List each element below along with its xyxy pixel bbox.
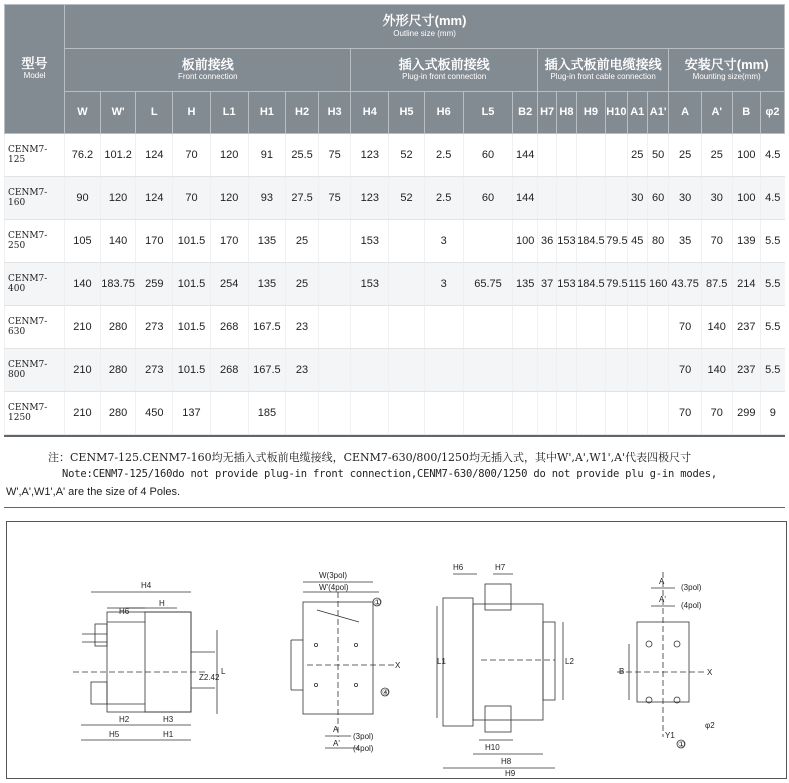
label-w4: W'(4pol) — [319, 583, 349, 592]
value-cell: 120 — [100, 177, 136, 220]
value-cell: 137 — [173, 392, 211, 435]
value-cell: 210 — [65, 392, 101, 435]
column-header: H — [173, 92, 211, 134]
label-circle4: ④ — [382, 688, 390, 697]
label-a: A — [333, 725, 339, 734]
value-cell — [647, 392, 668, 435]
label-l2: L2 — [565, 657, 574, 666]
value-cell — [576, 349, 606, 392]
group-cable-en: Plug-in front cable connection — [550, 72, 656, 82]
value-cell: 45 — [627, 220, 647, 263]
value-cell: 299 — [732, 392, 761, 435]
group-cable-cn: 插入式板前电缆接线 — [544, 56, 662, 72]
drawings-svg — [7, 522, 786, 778]
value-cell: 5.5 — [761, 263, 785, 306]
group-front-en: Front connection — [177, 72, 238, 82]
value-cell: 280 — [100, 349, 136, 392]
column-header: A1 — [627, 92, 647, 134]
value-cell — [463, 306, 513, 349]
model-cell: CENM7-630 — [5, 306, 65, 349]
table-row — [5, 392, 785, 435]
value-cell: 70 — [173, 134, 211, 177]
value-cell — [389, 306, 425, 349]
label-mount-a2: A' — [659, 595, 666, 604]
notes-divider — [4, 507, 785, 508]
value-cell: 60 — [647, 177, 668, 220]
value-cell: 90 — [65, 177, 101, 220]
value-cell: 237 — [732, 306, 761, 349]
value-cell: 140 — [701, 349, 732, 392]
value-cell — [424, 392, 463, 435]
label-h3: H3 — [163, 715, 174, 724]
table-row — [5, 177, 785, 220]
value-cell: 79.5 — [606, 263, 627, 306]
value-cell: 50 — [647, 134, 668, 177]
value-cell: 70 — [701, 220, 732, 263]
value-cell: 60 — [463, 134, 513, 177]
value-cell: 153 — [351, 220, 389, 263]
value-cell — [513, 349, 537, 392]
value-cell: 5.5 — [761, 349, 785, 392]
value-cell: 25 — [669, 134, 702, 177]
value-cell: 184.5 — [576, 263, 606, 306]
value-cell — [389, 349, 425, 392]
table-row — [5, 220, 785, 263]
label-h9: H9 — [505, 769, 516, 778]
table-row — [5, 349, 785, 392]
group-cable — [537, 49, 668, 92]
label-mount-4pol: (4pol) — [681, 601, 702, 610]
value-cell: 43.75 — [669, 263, 702, 306]
note-english-line2: W',A',W1',A' are the size of 4 Poles. — [6, 486, 181, 498]
value-cell: 120 — [210, 134, 248, 177]
column-header: A — [669, 92, 702, 134]
value-cell — [351, 349, 389, 392]
value-cell: 167.5 — [248, 306, 286, 349]
value-cell: 75 — [318, 134, 351, 177]
column-header: A' — [701, 92, 732, 134]
column-header: L — [136, 92, 173, 134]
model-cell: CENM7-160 — [5, 177, 65, 220]
table-row — [5, 263, 785, 306]
value-cell — [557, 349, 576, 392]
value-cell — [576, 134, 606, 177]
value-cell: 65.75 — [463, 263, 513, 306]
value-cell — [389, 220, 425, 263]
value-cell: 100 — [732, 177, 761, 220]
value-cell — [318, 392, 351, 435]
label-h2: H2 — [119, 715, 130, 724]
value-cell — [424, 306, 463, 349]
column-header: H10 — [606, 92, 627, 134]
value-cell — [286, 392, 319, 435]
value-cell — [318, 220, 351, 263]
value-cell: 25 — [627, 134, 647, 177]
value-cell: 101.5 — [173, 220, 211, 263]
label-mount-3pol: (3pol) — [681, 583, 702, 592]
value-cell: 4.5 — [761, 177, 785, 220]
label-w3: W(3pol) — [319, 571, 348, 580]
value-cell: 140 — [701, 306, 732, 349]
label-h8: H8 — [501, 757, 512, 766]
value-cell: 160 — [647, 263, 668, 306]
value-cell: 25 — [701, 134, 732, 177]
label-plugin-h7: H7 — [495, 563, 506, 572]
label-x: X — [395, 661, 401, 670]
value-cell: 4.5 — [761, 134, 785, 177]
label-mount-b: B — [619, 667, 625, 676]
value-cell: 144 — [513, 134, 537, 177]
value-cell: 101.5 — [173, 306, 211, 349]
value-cell — [606, 306, 627, 349]
value-cell — [537, 306, 556, 349]
value-cell: 183.75 — [100, 263, 136, 306]
value-cell — [557, 177, 576, 220]
value-cell: 450 — [136, 392, 173, 435]
value-cell — [606, 134, 627, 177]
value-cell — [351, 306, 389, 349]
group-plugin-en: Plug-in front connection — [402, 72, 487, 82]
value-cell: 101.5 — [173, 349, 211, 392]
value-cell: 70 — [173, 177, 211, 220]
column-header: H7 — [537, 92, 556, 134]
value-cell — [463, 392, 513, 435]
value-cell: 25 — [286, 220, 319, 263]
value-cell: 23 — [286, 306, 319, 349]
dimension-drawings — [6, 521, 787, 779]
value-cell: 170 — [210, 220, 248, 263]
table-bottom-rule — [4, 435, 785, 437]
value-cell: 273 — [136, 349, 173, 392]
value-cell: 135 — [248, 220, 286, 263]
outline-header-en: Outline size (mm) — [393, 28, 456, 38]
value-cell: 9 — [761, 392, 785, 435]
column-header: B2 — [513, 92, 537, 134]
value-cell — [606, 392, 627, 435]
model-cell: CENM7-400 — [5, 263, 65, 306]
value-cell — [513, 392, 537, 435]
model-cell: CENM7-1250 — [5, 392, 65, 435]
label-h4: H4 — [141, 581, 152, 590]
label-mount-phi: φ2 — [705, 721, 715, 730]
label-z: Z2.42 — [199, 673, 220, 682]
value-cell: 135 — [248, 263, 286, 306]
value-cell: 2.5 — [424, 177, 463, 220]
value-cell: 100 — [732, 134, 761, 177]
column-header: φ2 — [761, 92, 785, 134]
value-cell: 120 — [210, 177, 248, 220]
value-cell: 214 — [732, 263, 761, 306]
value-cell: 25 — [286, 263, 319, 306]
value-cell: 259 — [136, 263, 173, 306]
value-cell — [351, 392, 389, 435]
value-cell: 268 — [210, 306, 248, 349]
value-cell: 135 — [513, 263, 537, 306]
value-cell: 140 — [100, 220, 136, 263]
value-cell: 101.2 — [100, 134, 136, 177]
value-cell: 70 — [701, 392, 732, 435]
value-cell: 124 — [136, 177, 173, 220]
value-cell: 91 — [248, 134, 286, 177]
value-cell: 2.5 — [424, 134, 463, 177]
value-cell — [537, 177, 556, 220]
value-cell: 87.5 — [701, 263, 732, 306]
value-cell — [576, 177, 606, 220]
value-cell — [627, 306, 647, 349]
value-cell: 153 — [351, 263, 389, 306]
value-cell — [318, 349, 351, 392]
value-cell: 52 — [389, 134, 425, 177]
value-cell — [463, 349, 513, 392]
value-cell: 184.5 — [576, 220, 606, 263]
value-cell — [210, 392, 248, 435]
label-h: H — [159, 599, 165, 608]
column-header: H6 — [424, 92, 463, 134]
model-cell: CENM7-125 — [5, 134, 65, 177]
value-cell — [318, 306, 351, 349]
group-front — [65, 49, 351, 92]
group-front-cn: 板前接线 — [181, 56, 234, 72]
label-4pol: (4pol) — [353, 744, 374, 753]
value-cell — [463, 220, 513, 263]
value-cell: 70 — [669, 392, 702, 435]
note-chinese: 注：CENM7-125.CENM7-160均无插入式板前电缆接线，CENM7-630/800/1250均无插入式，其中W',A',W1',A'代表四极尺寸 — [48, 451, 692, 464]
model-header-en: Model — [23, 71, 46, 81]
value-cell — [389, 263, 425, 306]
label-h5: H5 — [109, 730, 120, 739]
value-cell: 105 — [65, 220, 101, 263]
value-cell — [627, 392, 647, 435]
value-cell: 280 — [100, 392, 136, 435]
value-cell — [606, 177, 627, 220]
value-cell: 144 — [513, 177, 537, 220]
table-row — [5, 134, 785, 177]
label-mount-a: A — [659, 577, 665, 586]
column-header: B — [732, 92, 761, 134]
value-cell: 25.5 — [286, 134, 319, 177]
value-cell: 93 — [248, 177, 286, 220]
value-cell — [537, 134, 556, 177]
value-cell: 210 — [65, 306, 101, 349]
value-cell: 30 — [669, 177, 702, 220]
value-cell: 237 — [732, 349, 761, 392]
value-cell: 23 — [286, 349, 319, 392]
value-cell: 170 — [136, 220, 173, 263]
dimension-table — [4, 4, 785, 435]
group-plugin-cn: 插入式板前接线 — [398, 56, 490, 72]
value-cell — [606, 349, 627, 392]
value-cell — [424, 349, 463, 392]
column-header: H3 — [318, 92, 351, 134]
label-plugin-h6: H6 — [453, 563, 464, 572]
value-cell: 273 — [136, 306, 173, 349]
value-cell: 153 — [557, 220, 576, 263]
outline-header-cn: 外形尺寸(mm) — [382, 13, 467, 29]
group-mounting-en: Mounting size(mm) — [692, 72, 761, 82]
column-header: H9 — [576, 92, 606, 134]
value-cell: 140 — [65, 263, 101, 306]
value-cell — [513, 306, 537, 349]
value-cell: 115 — [627, 263, 647, 306]
value-cell: 70 — [669, 349, 702, 392]
column-header: H4 — [351, 92, 389, 134]
value-cell — [537, 349, 556, 392]
value-cell — [557, 306, 576, 349]
value-cell: 27.5 — [286, 177, 319, 220]
label-a2: A' — [333, 739, 340, 748]
value-cell: 139 — [732, 220, 761, 263]
value-cell: 167.5 — [248, 349, 286, 392]
value-cell — [647, 306, 668, 349]
value-cell — [318, 263, 351, 306]
model-cell: CENM7-800 — [5, 349, 65, 392]
value-cell: 75 — [318, 177, 351, 220]
value-cell: 101.5 — [173, 263, 211, 306]
value-cell: 3 — [424, 220, 463, 263]
column-header: H2 — [286, 92, 319, 134]
value-cell — [537, 392, 556, 435]
value-cell — [647, 349, 668, 392]
side-view-drawing — [73, 592, 217, 740]
value-cell: 5.5 — [761, 306, 785, 349]
value-cell: 76.2 — [65, 134, 101, 177]
column-header: H8 — [557, 92, 576, 134]
value-cell: 52 — [389, 177, 425, 220]
model-header-cn: 型号 — [21, 55, 48, 71]
value-cell: 30 — [627, 177, 647, 220]
label-mount-y1: Y1 — [665, 731, 675, 740]
table-row — [5, 306, 785, 349]
label-h10: H10 — [485, 743, 500, 752]
value-cell: 153 — [557, 263, 576, 306]
value-cell: 3 — [424, 263, 463, 306]
label-l1: L1 — [437, 657, 446, 666]
value-cell — [627, 349, 647, 392]
value-cell — [389, 392, 425, 435]
column-header: A1' — [647, 92, 668, 134]
column-header: H1 — [248, 92, 286, 134]
model-cell: CENM7-250 — [5, 220, 65, 263]
value-cell: 79.5 — [606, 220, 627, 263]
column-header: H5 — [389, 92, 425, 134]
value-cell: 123 — [351, 177, 389, 220]
value-cell: 37 — [537, 263, 556, 306]
value-cell: 60 — [463, 177, 513, 220]
value-cell: 280 — [100, 306, 136, 349]
value-cell: 254 — [210, 263, 248, 306]
value-cell: 30 — [701, 177, 732, 220]
group-plugin — [351, 49, 537, 92]
value-cell — [557, 134, 576, 177]
value-cell: 80 — [647, 220, 668, 263]
value-cell: 268 — [210, 349, 248, 392]
outline-header — [65, 5, 785, 49]
label-h6: H6 — [119, 607, 130, 616]
value-cell — [576, 306, 606, 349]
note-english-line1: Note:CENM7-125/160do not provide plug-in front connection,CENM7-630/800/1250 do not provide plu g-in modes, — [62, 468, 718, 480]
label-l: L — [221, 667, 226, 676]
label-mount-circle1: ① — [678, 740, 686, 749]
value-cell: 35 — [669, 220, 702, 263]
column-header: L1 — [210, 92, 248, 134]
value-cell — [557, 392, 576, 435]
value-cell: 36 — [537, 220, 556, 263]
column-header: W — [65, 92, 101, 134]
value-cell — [576, 392, 606, 435]
value-cell: 5.5 — [761, 220, 785, 263]
model-header — [5, 5, 65, 134]
column-header: L5 — [463, 92, 513, 134]
group-mounting — [669, 49, 785, 92]
plugin-view-drawing — [437, 574, 563, 768]
value-cell: 185 — [248, 392, 286, 435]
value-cell: 123 — [351, 134, 389, 177]
column-header: W' — [100, 92, 136, 134]
value-cell: 124 — [136, 134, 173, 177]
label-h1: H1 — [163, 730, 174, 739]
value-cell: 100 — [513, 220, 537, 263]
group-mounting-cn: 安装尺寸(mm) — [684, 56, 769, 72]
label-3pol: (3pol) — [353, 732, 374, 741]
label-mount-x: X — [707, 668, 713, 677]
value-cell: 210 — [65, 349, 101, 392]
value-cell: 70 — [669, 306, 702, 349]
label-circle1: ① — [374, 598, 382, 607]
